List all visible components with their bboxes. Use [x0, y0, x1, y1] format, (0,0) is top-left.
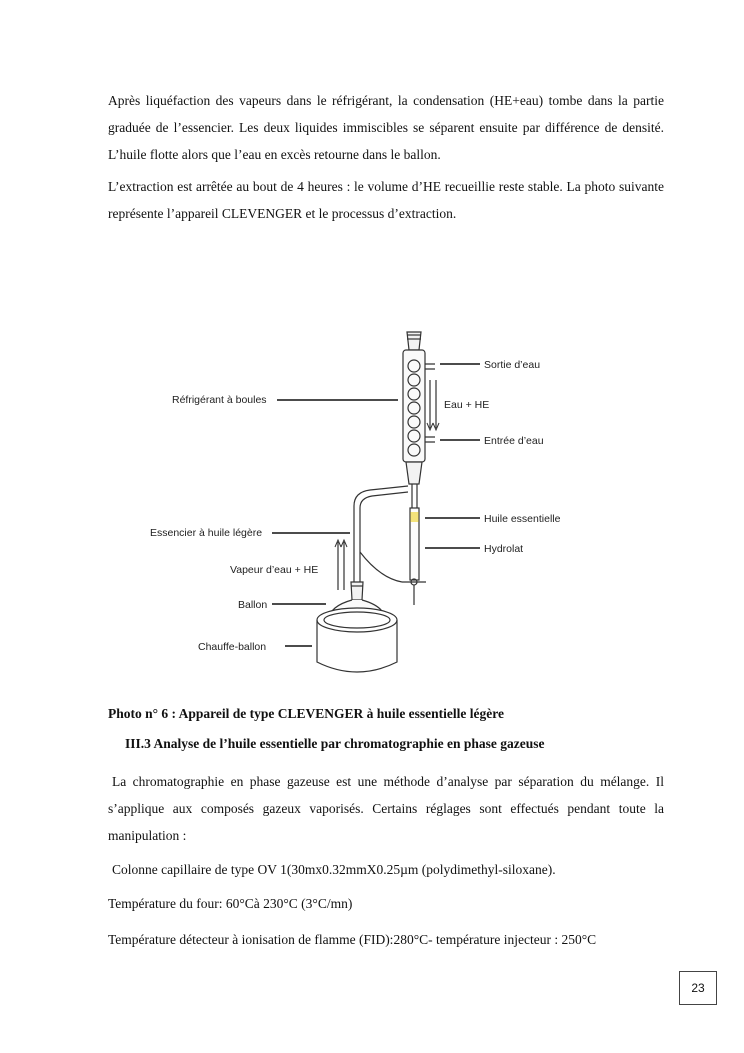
clevenger-apparatus-figure — [140, 320, 580, 685]
paragraph-extraction: L’extraction est arrêtée au bout de 4 heures : le volume d’HE recueillie reste stable. La photo suivante représente l’appareil CLEVENGER et le processus d’extraction. — [108, 179, 664, 221]
paragraph-condensation: Après liquéfaction des vapeurs dans le réfrigérant, la condensation (HE+eau) tombe dans la partie graduée de l’essencier. Les deux liquides immiscibles se séparent ensuite par différence de densité. L’huile flotte alors que l’eau en excès retourne dans le ballon. — [108, 93, 664, 162]
line-four: Température du four: 60°Cà 230°C (3°C/mn) — [108, 896, 353, 911]
label-essencier: Essencier à huile légère — [150, 527, 263, 539]
label-refrigerant: Réfrigérant à boules — [172, 394, 267, 406]
figure-caption: Photo n° 6 : Appareil de type CLEVENGER à huile essentielle légère — [108, 706, 505, 721]
paragraph-chromatographie: La chromatographie en phase gazeuse est une méthode d’analyse par séparation du mélange. Il s’applique aux composés gazeux vaporisés. Certains réglages sont effectués pendant toute la manipulation : — [108, 774, 664, 843]
label-hydrolat: Hydrolat — [484, 543, 524, 555]
label-chauffe-ballon: Chauffe-ballon — [198, 641, 267, 653]
apparatus-drawing — [317, 332, 439, 672]
label-entree-eau: Entrée d’eau — [484, 435, 544, 447]
line-detecteur: Température détecteur à ionisation de flamme (FID):280°C- température injecteur : 250°C — [108, 932, 597, 947]
label-sortie-eau: Sortie d’eau — [484, 359, 541, 371]
section-heading: III.3 Analyse de l’huile essentielle par chromatographie en phase gazeuse — [125, 736, 545, 751]
label-huile-essentielle: Huile essentielle — [484, 513, 561, 525]
page-number: 23 — [679, 971, 717, 1005]
clevenger-diagram — [140, 320, 580, 685]
label-eau-he: Eau + HE — [444, 399, 490, 411]
label-vapeur: Vapeur d’eau + HE — [230, 564, 319, 576]
line-colonne: Colonne capillaire de type OV 1(30mx0.32mmX0.25µm (polydimethyl-siloxane). — [112, 862, 556, 877]
label-ballon: Ballon — [238, 599, 268, 611]
